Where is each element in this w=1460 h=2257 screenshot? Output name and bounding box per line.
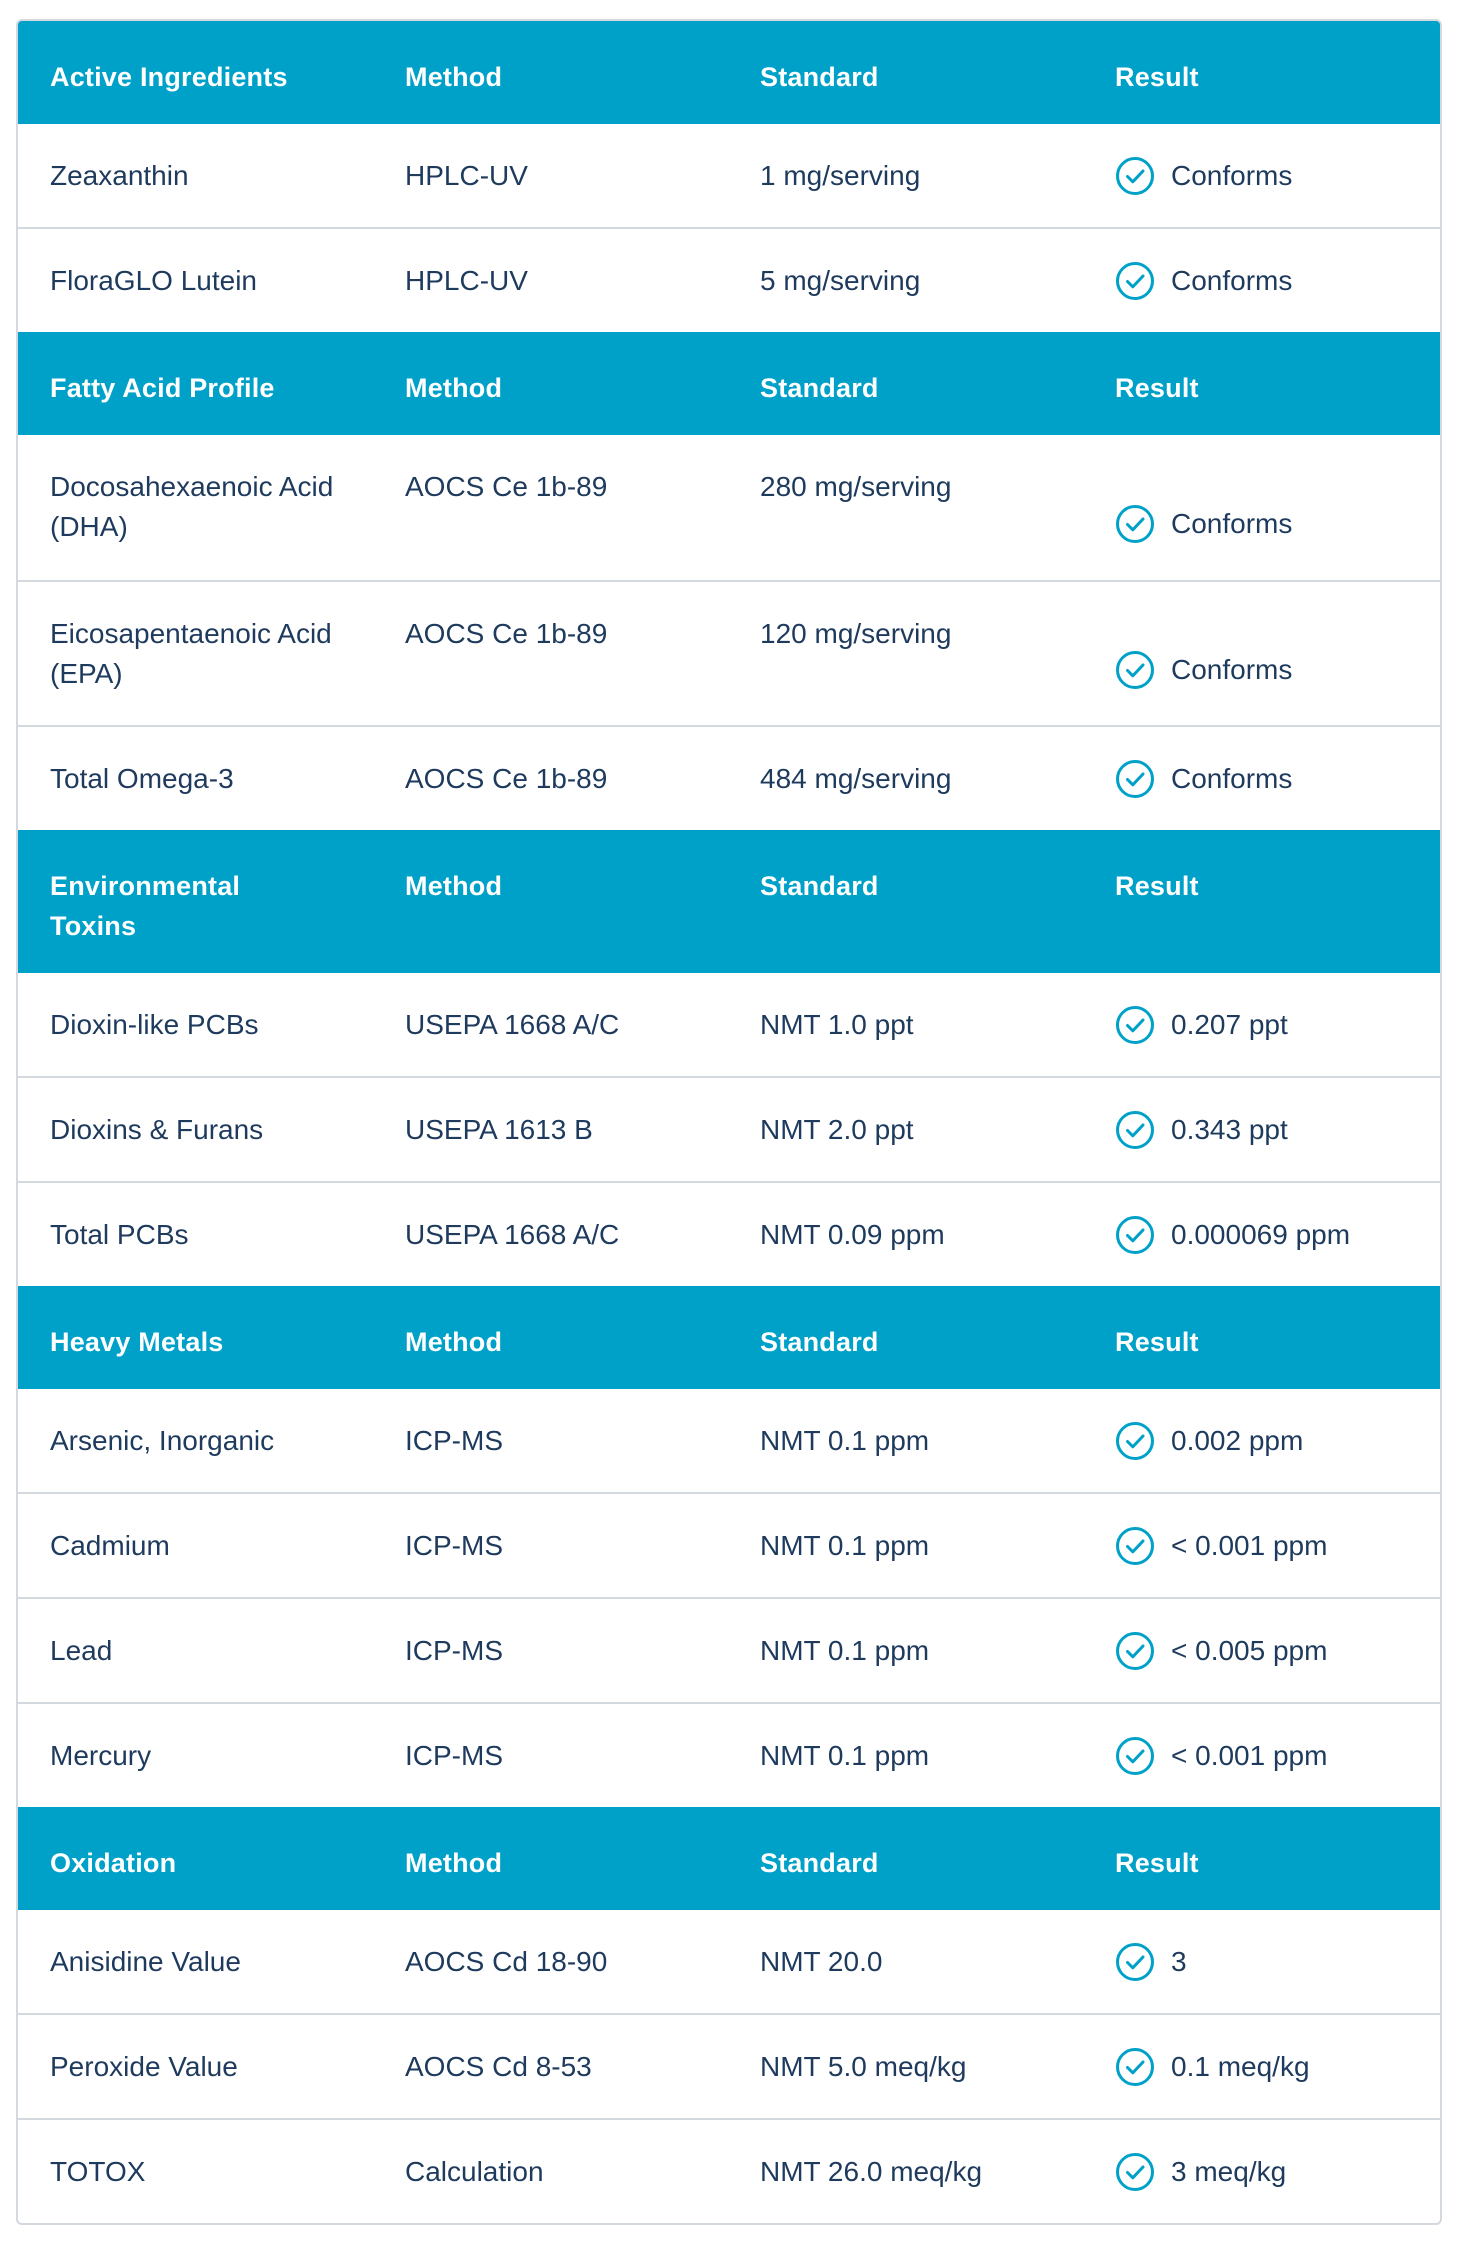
table-row [18,124,1440,227]
row-method: HPLC-UV [405,264,528,296]
row-result-value: 3 meq/kg [1171,2155,1287,2187]
row-standard: 280 mg/serving [760,471,952,502]
header-standard: Standard [760,373,879,403]
check-circle-icon [1115,504,1155,544]
row-method: USEPA 1613 B [405,1113,593,1145]
row-standard: 1 mg/serving [760,159,921,191]
table-row [18,1597,1440,1702]
row-name: TOTOX [50,2155,146,2187]
row-name: Mercury [50,1739,152,1771]
row-result-value: 0.002 ppm [1171,1424,1304,1456]
row-result-value: < 0.001 ppm [1171,1739,1328,1771]
row-standard: NMT 0.1 ppm [760,1739,930,1771]
table-row [18,1702,1440,1807]
section-header-fatty-acid-profile [18,332,1440,435]
header-method: Method [405,871,503,901]
table-row [18,435,1440,580]
row-result [1115,1421,1440,1461]
row-result-value: Conforms [1171,507,1293,539]
test-results-table [16,19,1442,2225]
check-circle-icon [1115,759,1155,799]
row-result [1115,1942,1440,1982]
table-row [18,1076,1440,1181]
check-circle-icon [1115,1110,1155,1150]
header-result: Result [1115,373,1199,403]
check-circle-icon [1115,1942,1155,1982]
check-circle-icon [1115,1631,1155,1671]
row-result [1115,156,1440,196]
check-circle-icon [1115,1526,1155,1566]
row-standard: NMT 0.1 ppm [760,1634,930,1666]
row-method: AOCS Ce 1b-89 [405,618,608,649]
header-standard: Standard [760,1327,879,1357]
check-circle-icon [1115,1005,1155,1045]
section-header-active-ingredients [18,21,1440,124]
row-result-value: 0.1 meq/kg [1171,2050,1310,2082]
row-result [1115,1736,1440,1776]
row-name: Eicosapentaenoic Acid (EPA) [50,618,332,689]
row-method: AOCS Ce 1b-89 [405,762,608,794]
row-name: Total PCBs [50,1218,189,1250]
row-method: ICP-MS [405,1634,503,1666]
row-method: AOCS Cd 18-90 [405,1945,608,1977]
row-result-value: Conforms [1171,762,1293,794]
check-circle-icon [1115,2152,1155,2192]
header-method: Method [405,373,503,403]
header-category: Active Ingredients [50,62,288,92]
row-standard: NMT 20.0 [760,1945,883,1977]
header-result: Result [1115,1327,1199,1357]
row-name: Arsenic, Inorganic [50,1424,275,1456]
table-row [18,1492,1440,1597]
row-standard: NMT 0.1 ppm [760,1424,930,1456]
check-circle-icon [1115,156,1155,196]
header-category: Environmental Toxins [50,871,241,941]
row-result [1115,2152,1440,2192]
row-standard: NMT 5.0 meq/kg [760,2050,967,2082]
table-row [18,1181,1440,1286]
row-result [1115,618,1440,690]
header-category: Oxidation [50,1848,177,1878]
row-method: ICP-MS [405,1739,503,1771]
table-row [18,227,1440,332]
row-result-value: 0.343 ppt [1171,1113,1288,1145]
row-method: USEPA 1668 A/C [405,1008,620,1040]
row-name: Anisidine Value [50,1945,241,1977]
table-row [18,2118,1440,2223]
row-name: Peroxide Value [50,2050,238,2082]
row-result [1115,1215,1440,1255]
row-method: AOCS Cd 8-53 [405,2050,592,2082]
row-standard: NMT 0.09 ppm [760,1218,945,1250]
row-name: Lead [50,1634,113,1666]
row-name: Total Omega-3 [50,762,234,794]
header-result: Result [1115,871,1199,901]
row-result-value: Conforms [1171,653,1293,685]
section-header-heavy-metals [18,1286,1440,1389]
row-standard: NMT 2.0 ppt [760,1113,914,1145]
table-row [18,580,1440,725]
row-method: AOCS Ce 1b-89 [405,471,608,502]
row-standard: 484 mg/serving [760,762,952,794]
check-circle-icon [1115,261,1155,301]
row-method: ICP-MS [405,1424,503,1456]
row-standard: NMT 0.1 ppm [760,1529,930,1561]
table-row [18,1389,1440,1492]
header-category: Heavy Metals [50,1327,224,1357]
row-standard: NMT 26.0 meq/kg [760,2155,983,2187]
row-standard: 5 mg/serving [760,264,921,296]
row-result [1115,2047,1440,2087]
header-result: Result [1115,62,1199,92]
check-circle-icon [1115,1421,1155,1461]
header-result: Result [1115,1848,1199,1878]
check-circle-icon [1115,1215,1155,1255]
table-row [18,725,1440,830]
row-standard: 120 mg/serving [760,618,952,649]
row-name: Cadmium [50,1529,170,1561]
row-result-value: 0.000069 ppm [1171,1218,1351,1250]
header-standard: Standard [760,62,879,92]
row-result-value: Conforms [1171,264,1293,296]
check-circle-icon [1115,2047,1155,2087]
row-result-value: 3 [1171,1945,1187,1977]
row-name: FloraGLO Lutein [50,264,257,296]
row-standard: NMT 1.0 ppt [760,1008,914,1040]
row-method: HPLC-UV [405,159,528,191]
row-name: Docosahexaenoic Acid (DHA) [50,471,334,542]
header-method: Method [405,62,503,92]
row-result [1115,1110,1440,1150]
table-row [18,973,1440,1076]
row-result-value: < 0.001 ppm [1171,1529,1328,1561]
row-result [1115,1526,1440,1566]
check-circle-icon [1115,1736,1155,1776]
row-result [1115,1005,1440,1045]
table-row [18,1910,1440,2013]
header-category: Fatty Acid Profile [50,373,275,403]
row-result [1115,472,1440,544]
row-method: ICP-MS [405,1529,503,1561]
row-method: Calculation [405,2155,544,2187]
table-row [18,2013,1440,2118]
row-result [1115,1631,1440,1671]
row-result [1115,261,1440,301]
section-header-environmental-toxins [18,830,1440,973]
row-method: USEPA 1668 A/C [405,1218,620,1250]
row-name: Dioxin-like PCBs [50,1008,259,1040]
header-method: Method [405,1848,503,1878]
check-circle-icon [1115,650,1155,690]
row-name: Dioxins & Furans [50,1113,264,1145]
header-method: Method [405,1327,503,1357]
row-name: Zeaxanthin [50,159,189,191]
row-result [1115,759,1440,799]
header-standard: Standard [760,1848,879,1878]
header-standard: Standard [760,871,879,901]
row-result-value: Conforms [1171,159,1293,191]
row-result-value: < 0.005 ppm [1171,1634,1328,1666]
row-result-value: 0.207 ppt [1171,1008,1288,1040]
section-header-oxidation [18,1807,1440,1910]
